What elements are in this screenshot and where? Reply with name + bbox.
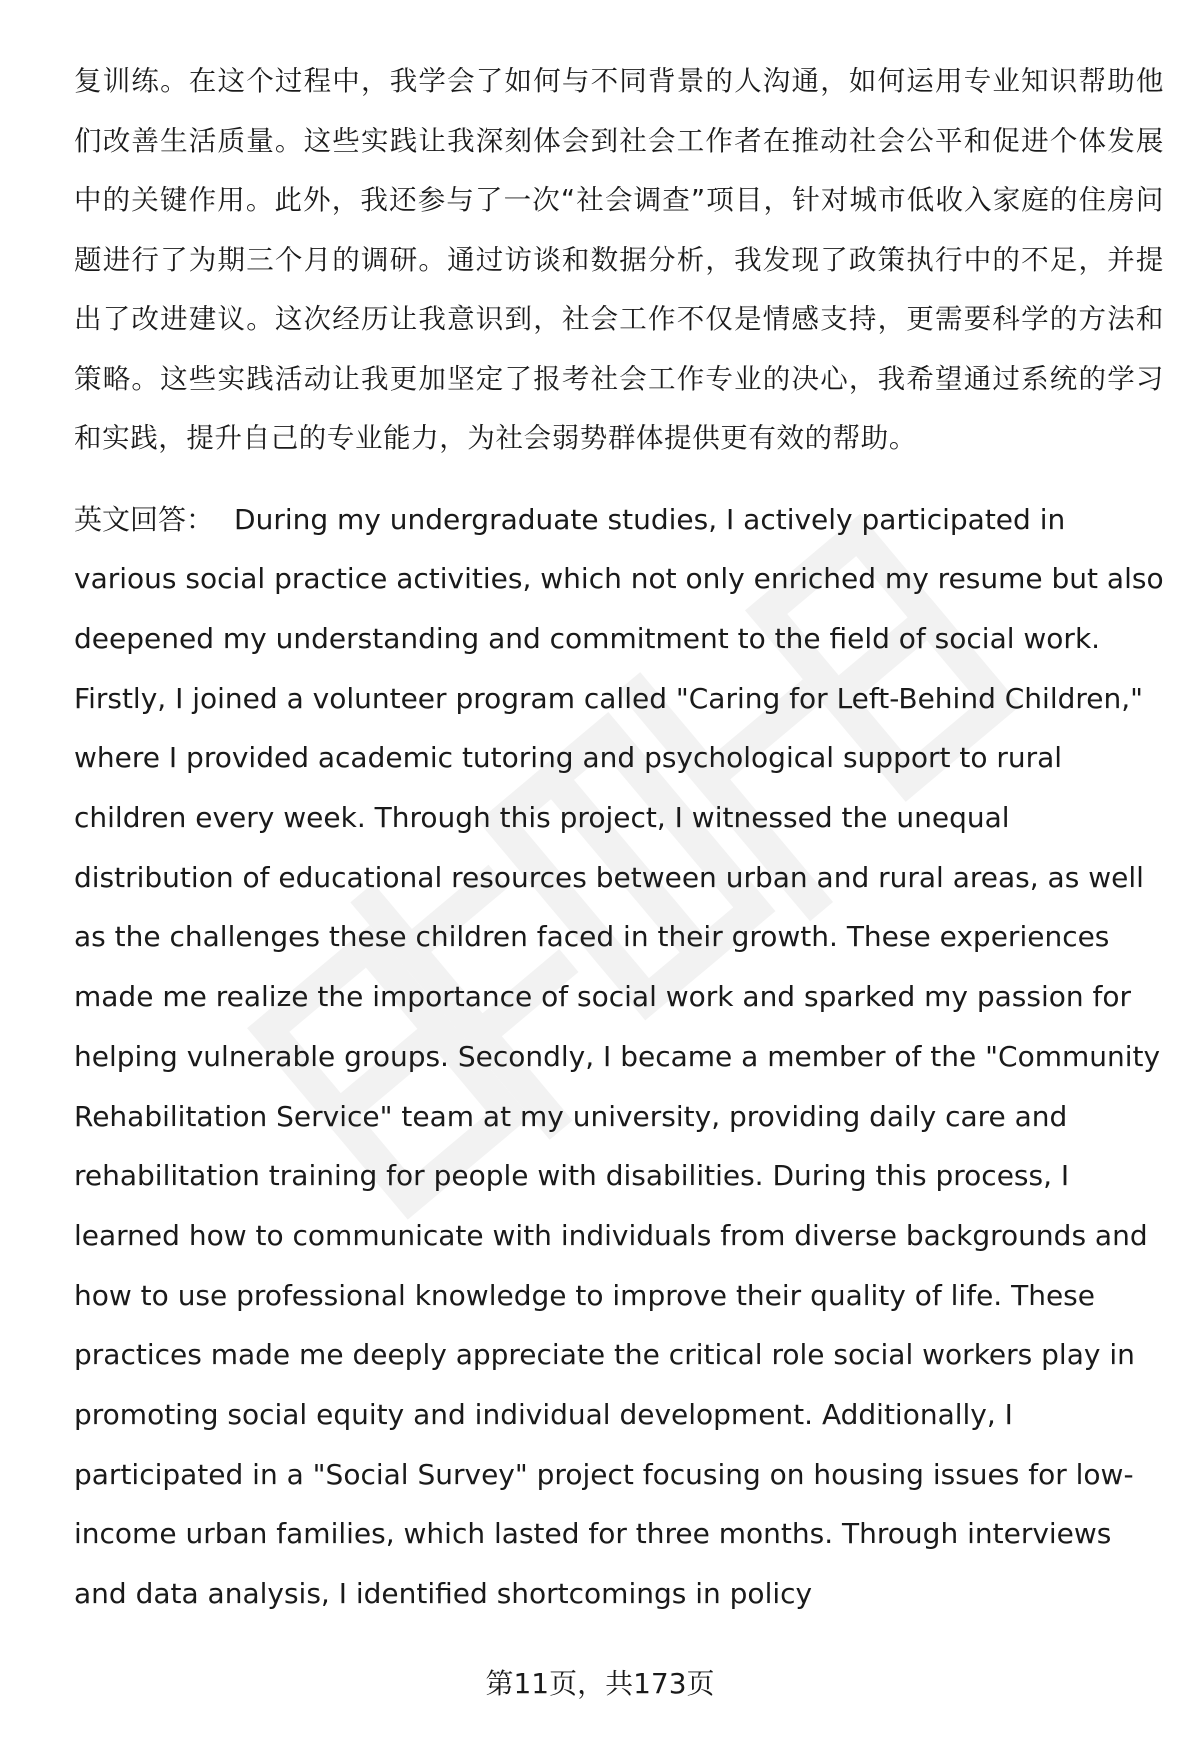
english-answer-label: 英文回答： — [74, 502, 215, 536]
english-answer-text: During my undergraduate studies, I actively participated in various social practice activities, which not only enriched my resume but also deepened my understanding and commitment to the field of social work. Firstly, I joined a volunteer program called "Caring for Left-Behind Children," where I provided academic tutoring and psychological support to rural children every week. Through this project, I witnessed the unequal distribution of educational resources between urban and rural areas, as well as the challenges these children faced in their growth. These experiences made me realize the importance of social work and sparked my passion for helping vulnerable groups. Secondly, I became a member of the "Community Rehabilitation Service" team at my university, providing daily care and rehabilitation training for people with disabilities. During this process, I learned how to communicate with individuals from diverse backgrounds and how to use professional knowledge to improve their quality of life. These practices made me deeply appreciate the critical role social workers play in promoting social equity and individual development. Additionally, I participated in a "Social Survey" project focusing on housing issues for low-income urban families, which lasted for three months. Through interviews and data analysis, I identified shortcomings in policy — [74, 502, 1164, 1611]
page-content — [74, 52, 1164, 1624]
chinese-answer-paragraph: 复训练。在这个过程中，我学会了如何与不同背景的人沟通，如何运用专业知识帮助他们改善生活质量。这些实践让我深刻体会到社会工作者在推动社会公平和促进个体发展中的关键作用。此外，我还参与了一次“社会调查”项目，针对城市低收入家庭的住房问题进行了为期三个月的调研。通过访谈和数据分析，我发现了政策执行中的不足，并提出了改进建议。这次经历让我意识到，社会工作不仅是情感支持，更需要科学的方法和策略。这些实践活动让我更加坚定了报考社会工作专业的决心，我希望通过系统的学习和实践，提升自己的专业能力，为社会弱势群体提供更有效的帮助。 — [74, 65, 1164, 454]
page-number-footer: 第11页，共173页 — [485, 1667, 715, 1700]
english-answer-paragraph — [74, 490, 1164, 1624]
